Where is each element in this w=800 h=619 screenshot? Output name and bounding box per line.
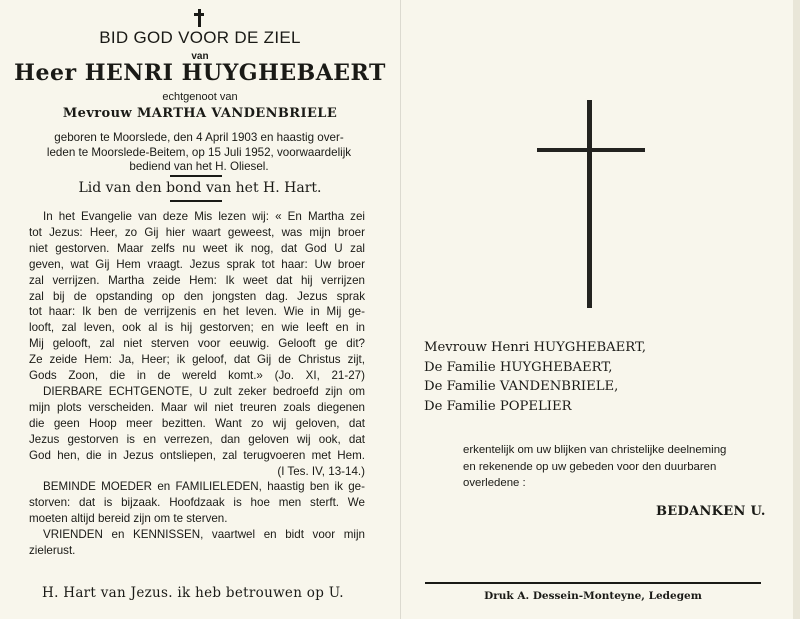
- body-line: Gods Zoon, die in de wereld komt.» (Jo. XI, 21-27): [29, 369, 365, 383]
- body-line: zielerust.: [29, 544, 76, 558]
- body-line: storven: dat is bijzaak. Hoofdzaak is hoe men sterft. We: [29, 496, 365, 510]
- closing-prayer: H. Hart van Jezus. ik heb betrouwen op U.: [42, 585, 344, 601]
- thanks-line: erkentelijk om uw blijken van christelijke deelneming: [463, 444, 727, 456]
- body-line: BEMINDE MOEDER en FAMILIELEDEN, haastig ben ik ge-: [43, 480, 365, 494]
- thanks-line: en rekenende op uw gebeden voor den duurbaren: [463, 460, 717, 473]
- family-line: De Familie POPELIER: [424, 398, 572, 414]
- deceased-name: Heer HENRI HUYGHEBAERT: [14, 60, 386, 86]
- body-line: zal verrijzen. Martha zeide Hem: Ik weet dat hij verrijzen: [29, 273, 365, 287]
- biography: [30, 131, 368, 175]
- divider: [170, 200, 222, 202]
- body-line: niet gestorven. Maar zelfs nu weet ik nog, dat God U zal: [29, 241, 365, 255]
- body-line: DIERBARE ECHTGENOTE, U zult zeker bedroefd zijn om: [43, 384, 365, 398]
- body-line: (I Tes. IV, 13-14.): [277, 464, 365, 478]
- thanks-text: [463, 442, 763, 492]
- prayer-title: BID GOD VOOR DE ZIEL: [99, 28, 301, 47]
- cross-icon: [193, 9, 205, 27]
- body-line: die geen Hoop meer bezitten. Want zo wij geloven, dat: [29, 416, 365, 430]
- family-line: De Familie HUYGHEBAERT,: [424, 359, 613, 375]
- body-line: Jezus gestorven is en verrezen, dan geloven wij ook, dat: [29, 432, 365, 446]
- body-line: tot haar: Ik ben de verrijzenis en het leven. Wie in Mij ge-: [29, 305, 365, 319]
- card-edge: [793, 0, 800, 619]
- body-line: In het Evangelie van deze Mis lezen wij: « En Martha zei: [43, 210, 365, 223]
- family-list: [424, 338, 646, 416]
- scripture-and-farewell: [29, 209, 365, 559]
- body-line: geven, wat Gij Hem vraagt. Jezus sprak tot haar: Uw broer: [29, 257, 365, 271]
- body-line: tot Jezus: Heer, zo Gij hier waart geweest, was mijn broer: [29, 225, 365, 239]
- body-line: looft, zal leven, ook al is hij gestorven; en wie leeft en in: [29, 321, 365, 335]
- fold-line: [400, 0, 401, 619]
- spouse-label: echtgenoot van: [162, 91, 238, 103]
- body-line: moeten altijd bereid zijn om te sterven.: [29, 512, 228, 526]
- body-line: Mij gelooft, zal niet sterven voor eeuwig. Gelooft ge dit?: [29, 337, 365, 351]
- body-line: God hen, die in Jezus ontsliepen, zal terugvoeren met Hem.: [29, 448, 365, 462]
- body-line: Ze zeide Hem: Ja, Heer; ik geloof, dat Gij de Christus zijt,: [29, 353, 365, 367]
- thanks-line: overledene :: [463, 477, 526, 489]
- body-line: VRIENDEN en KENNISSEN, vaartwel en bidt voor mijn: [43, 528, 365, 542]
- bio-line: leden te Moorslede-Beitem, op 15 Juli 1952, voorwaardelijk: [46, 145, 352, 159]
- family-line: Mevrouw Henri HUYGHEBAERT,: [424, 340, 647, 355]
- footer-rule: [425, 582, 761, 584]
- thanks-closing: BEDANKEN U.: [656, 504, 766, 519]
- bio-line: bediend van het H. Oliesel.: [129, 160, 269, 173]
- divider: [170, 175, 222, 177]
- membership: Lid van den bond van het H. Hart.: [78, 180, 322, 196]
- bio-line: geboren te Moorslede, den 4 April 1903 en haastig over-: [54, 131, 344, 144]
- body-line: zal bij de opstanding op den jongsten dag. Jezus sprak: [29, 289, 365, 303]
- family-line: De Familie VANDENBRIELE,: [424, 379, 619, 394]
- spouse-name: Mevrouw MARTHA VANDENBRIELE: [62, 106, 338, 121]
- van-label: van: [191, 51, 209, 62]
- body-line: mijn plots verscheiden. Maar wil niet treuren zoals diegenen: [29, 400, 365, 414]
- printer-credit: Druk A. Dessein-Monteyne, Ledegem: [484, 590, 702, 602]
- cross-icon: [537, 100, 645, 308]
